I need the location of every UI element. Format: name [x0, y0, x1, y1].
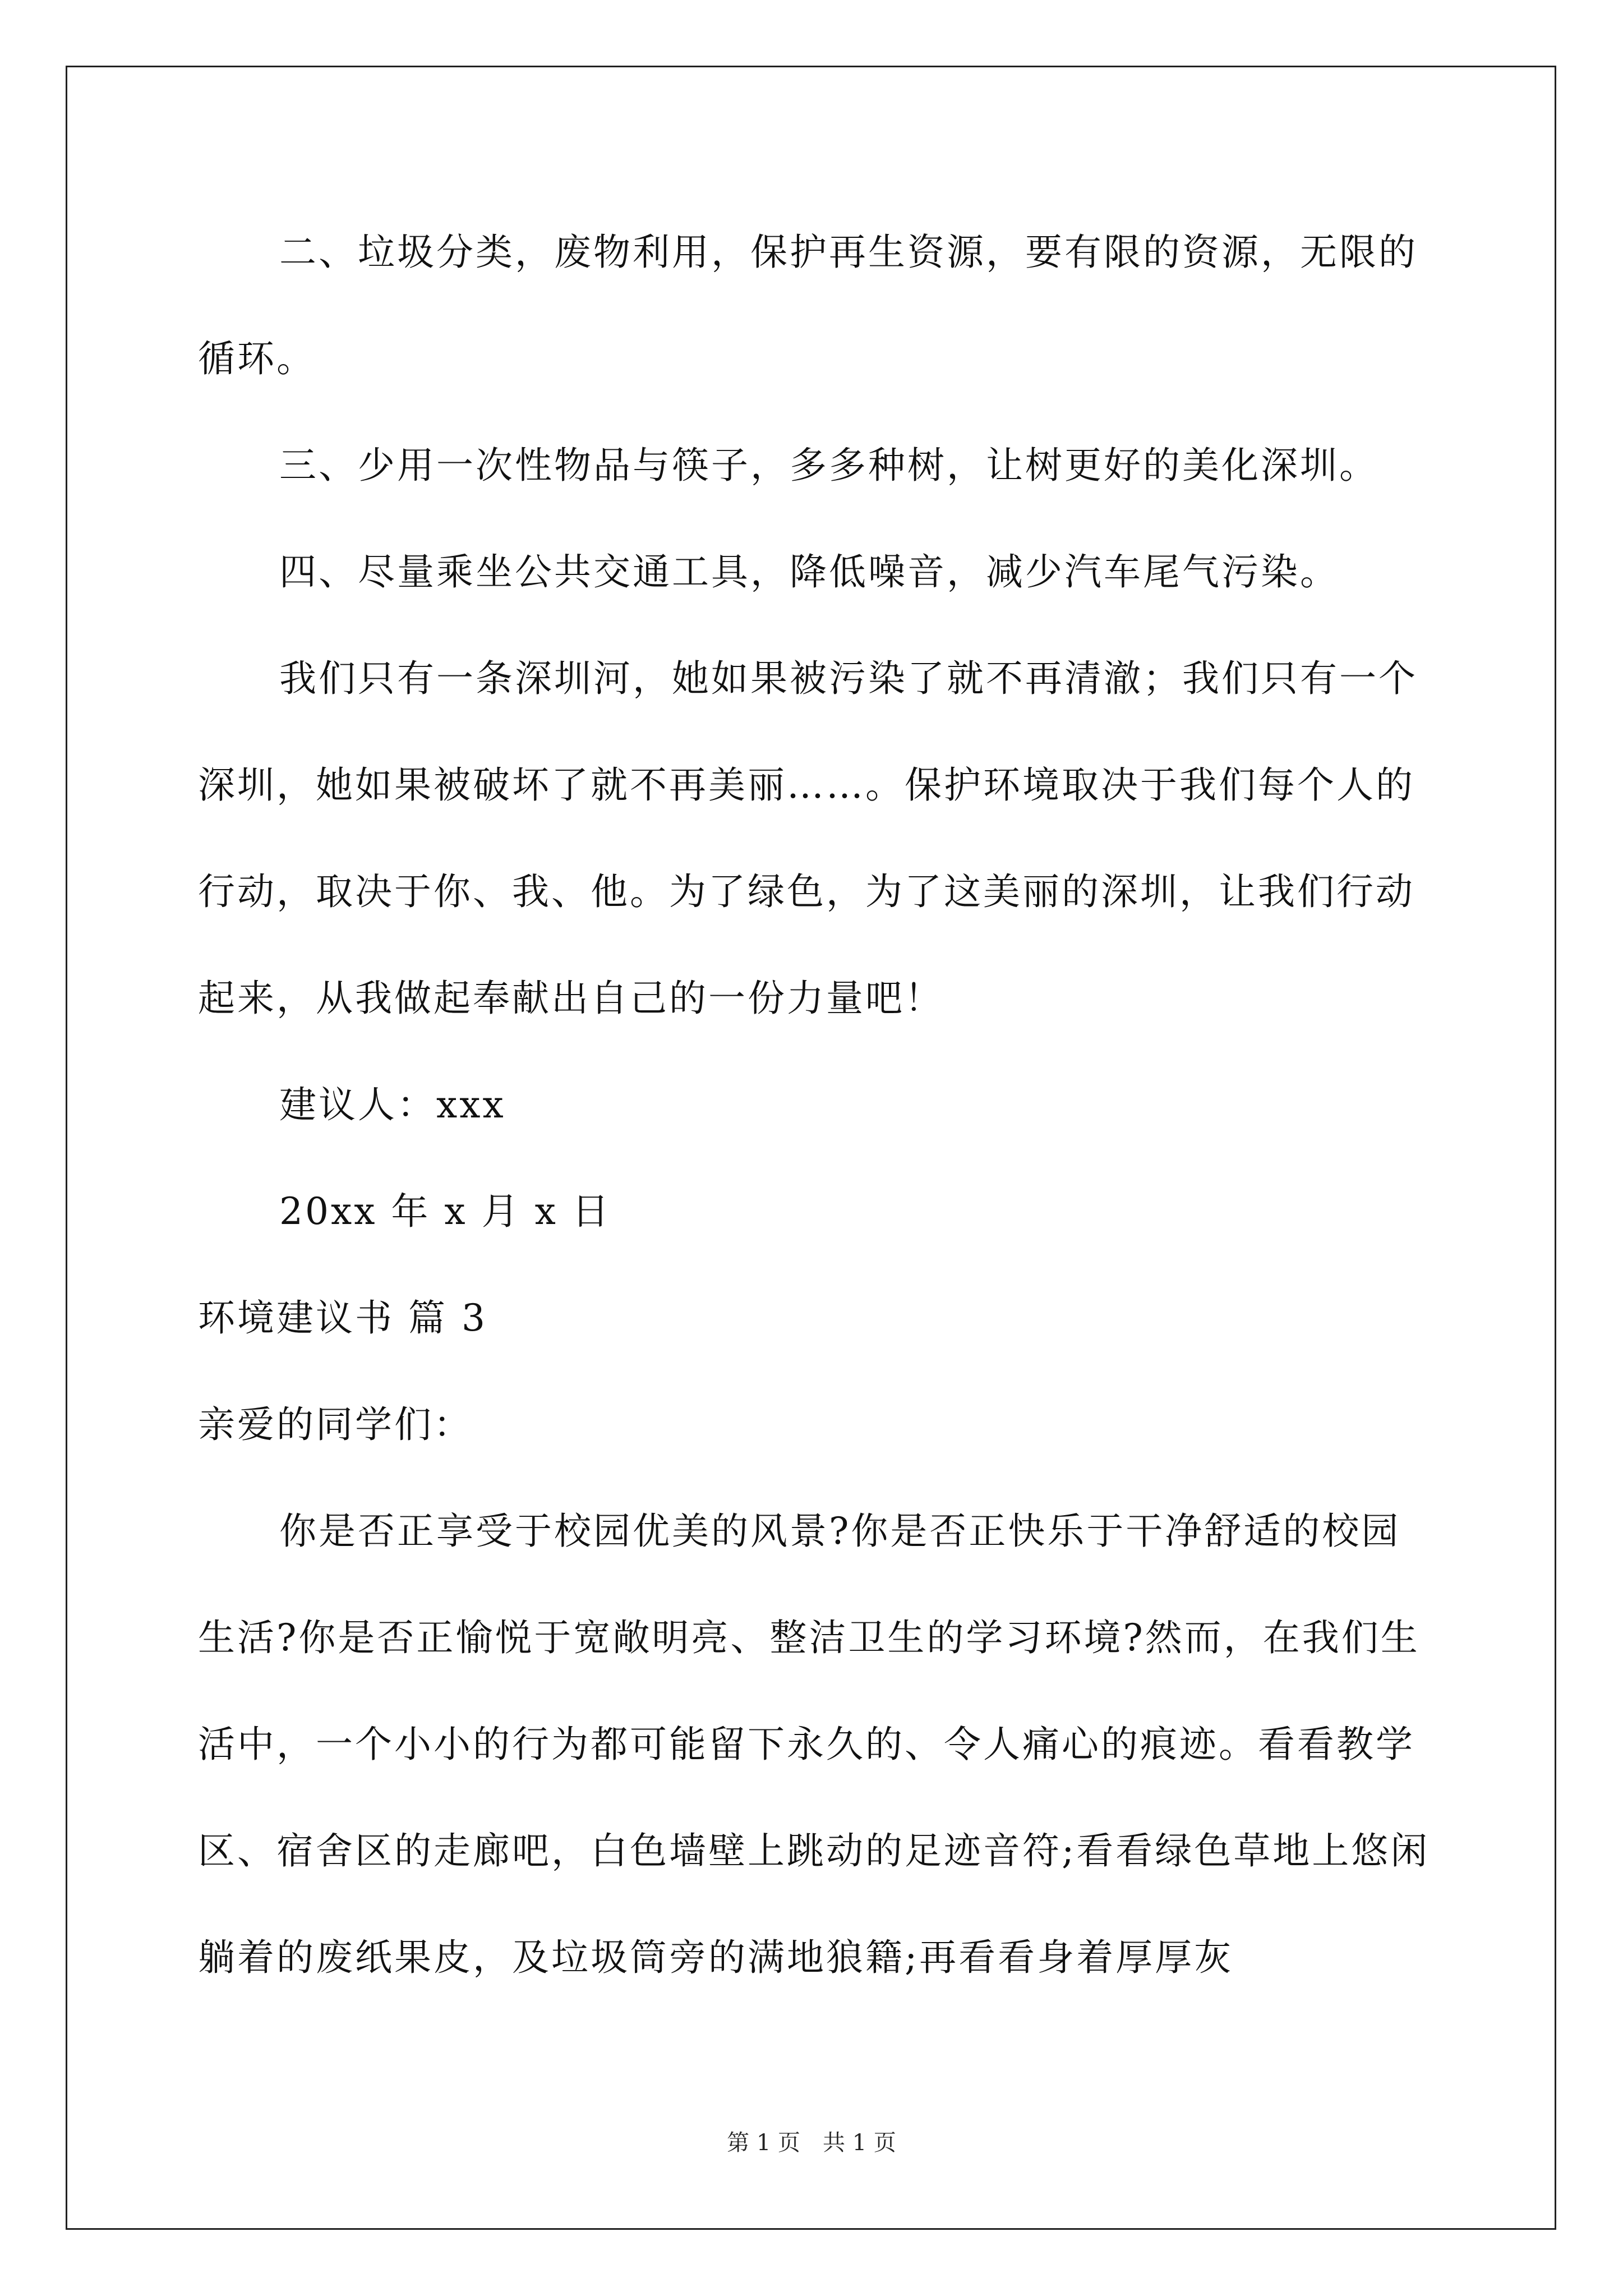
- proposer-line: 建议人：xxx: [279, 1083, 506, 1126]
- paragraph-campus: 你是否正享受于校园优美的风景?你是否正快乐于干净舒适的校园生活?你是否正愉悦于宽敞明亮、整洁卫生的学习环境?然而，在我们生活中，一个小小的行为都可能留下永久的、令人痛心的痕迹。看看教学区、宿舍区的走廊吧，白色墙壁上跳动的足迹音符;看看绿色草地上悠闲躺着的废纸果皮，及垃圾筒旁的满地狼籍;再看看身着厚厚灰: [198, 1510, 1430, 1979]
- paragraph-waste-sorting: 二、垃圾分类，废物利用，保护再生资源，要有限的资源，无限的循环。: [198, 231, 1418, 380]
- paragraph-disposables: 三、少用一次性物品与筷子，多多种树，让树更好的美化深圳。: [279, 444, 1378, 487]
- paragraph-public-transport: 四、尽量乘坐公共交通工具，降低噪音，减少汽车尾气污染。: [279, 550, 1339, 593]
- salutation: 亲爱的同学们：: [198, 1403, 473, 1446]
- paragraph-shenzhen-river: 我们只有一条深圳河，她如果被污染了就不再清澈；我们只有一个深圳，她如果被破坏了就不再美丽……。保护环境取决于我们每个人的行动，取决于你、我、他。为了绿色，为了这美丽的深圳，让我们行动起来，从我做起奉献出自己的一份力量吧！: [198, 657, 1418, 1020]
- page-footer: 第 1 页 共 1 页: [727, 2130, 896, 2156]
- date-line: 20xx 年 x 月 x 日: [279, 1190, 611, 1233]
- section-heading: 环境建议书 篇 3: [198, 1296, 487, 1340]
